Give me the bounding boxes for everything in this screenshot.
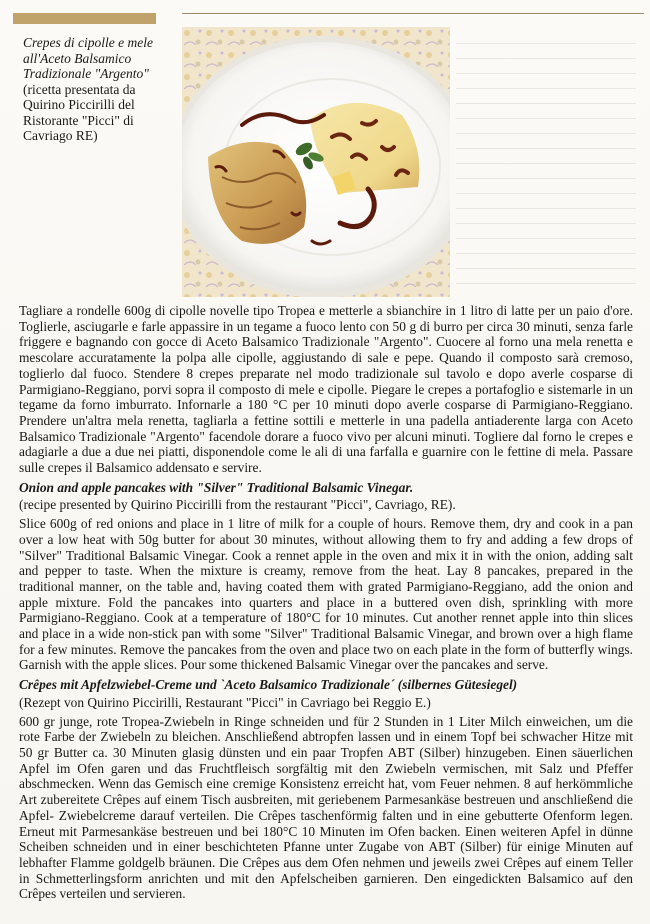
english-attribution: (recipe presented by Quirino Piccirilli from the restaurant "Picci", Cavriago, RE). — [19, 497, 456, 513]
photo-caption — [23, 35, 175, 144]
crepes-dish-photo — [182, 27, 450, 297]
german-heading: Crêpes mit Apfelzwiebel-Creme und `Aceto Balsamico Tradizionale´ (silbernes Gütesiegel) — [19, 677, 518, 693]
header-color-band — [13, 13, 156, 24]
english-recipe: Slice 600g of red onions and place in 1 litre of milk for a couple of hours. Remove them, dry and cook in a pan over a low heat with 50g butter for about 30 minutes, without allowing them to fry and adding a few drops of "Silver" Traditional Balsamic Vinegar. Cook a rennet apple in the oven and mix it in with the onion, adding salt and pepper to taste. When the mixture is creamy, remove from the heat. Lay 8 pancakes, prepared in the traditional manner, on the table and, having coated them with grated Parmigiano-Reggiano, add the onion and apple mixture. Fold the pancakes into quarters and place in a buttered oven dish, sprinkling with more Parmigiano-Reggiano. Cook at a temperature of 180°C for 10 minutes. Cut another rennet apple into thin slices and place in a wide non-stick pan with some "Silver" Traditional Balsamic Vinegar, and brown over a high flame for a few minutes. Remove the pancakes from the oven and place two on each plate in the form of butterfly wings. Garnish with the apple slices. Pour some thickened Balsamic Vinegar over the pancakes and serve. — [19, 516, 633, 673]
caption-title: Crepes di cipolle e mele all'Aceto Balsamico Tradizionale "Argento" — [23, 35, 153, 81]
caption-note: (ricetta presentata da Quirino Piccirilli del Ristorante "Picci" di Cavriago RE) — [23, 81, 136, 143]
italian-recipe: Tagliare a rondelle 600g di cipolle novelle tipo Tropea e metterle a sbianchire in 1 litro di latte per un paio d'ore. Toglierle, asciugarle e farle appassire in un tegame a fuoco lento con 50 g di burro per circa 30 minuti, senza farle friggere e bagnando con gocce di Aceto Balsamico Tradizionale "Argento". Cuocere al forno una mela renetta e mescolare accuratamente la polpa alle cipolle, aggiustando di sale e pepe. Quando il composto sarà cremoso, toglierlo dal fuoco. Stendere 8 crepes preparate nel modo tradizionale sul tavolo e dopo averle cosparse di Parmigiano-Reggiano, porvi sopra il composto di mele e cipolle. Piegare le crepes a portafoglio e sistemarle in un tegame da forno imburrato. Infornarle a 180 °C per 10 minuti dopo averle cosparse di Parmigiano-Reggiano. Prendere un'altra mela renetta, tagliarla a fettine sottili e metterle in una padella antiaderente larga con Aceto Balsamico Tradizionale "Argento" facendole dorare a fuoco vivo per alcuni minuti. Togliere dal forno le crepes e adagiarle a due a due nei piatti, disponendole come le ali di una farfalla e guarnire con le fettine di mela. Passare sulle crepes il Balsamico addensato e servire. — [19, 303, 633, 476]
german-attribution: (Rezept von Quirino Piccirilli, Restaurant "Picci" in Cavriago bei Reggio E.) — [19, 694, 431, 710]
recipe-text — [19, 303, 633, 902]
german-recipe: 600 gr junge, rote Tropea-Zwiebeln in Ringe schneiden und für 2 Stunden in 1 Liter Milch einweichen, um die rote Farbe der Zwiebeln zu bleichen. Anschließend abtropfen lassen und in einem Topf bei schwacher Hitze mit 50 gr Butter ca. 30 Minuten glasig dünsten und ein paar Tropfen ABT (Silber) hinzugeben. Einen säuerlichen Apfel im Ofen garen und das Fruchtfleisch sorgfältig mit den Zwiebeln vermischen, mit Salz und Pfeffer abschmecken. Wenn das Gemisch eine cremige Konsistenz erreicht hat, vom Feuer nehmen. 8 auf herkömmliche Art zubereitete Crêpes auf einem Tisch ausbreiten, mit geriebenem Parmesankäse bestreuen und anschließend die Apfel- Zwiebelcreme darauf verteilen. Die Crêpes taschenförmig falten und in eine gebutterte Ofenform legen. Erneut mit Parmesankäse bestreuen und bei 180°C 10 Minuten im Ofen backen. Einen weiteren Apfel in dünne Scheiben schneiden und in einer beschichteten Pfanne unter Zugabe von ABT (Silber) für einige Minuten auf lebhafter Flamme goldgelb bräunen. Die Crêpes aus dem Ofen nehmen und jeweils zwei Crêpes auf einem Teller in Schmetterlingsform anrichten und mit den Apfelscheiben garnieren. Den eingedickten Balsamico auf den Crêpes verteilen und servieren. — [19, 713, 633, 902]
header-rule — [182, 13, 644, 14]
english-heading: Onion and apple pancakes with "Silver" Traditional Balsamic Vinegar. — [19, 479, 414, 495]
bleed-through-text — [456, 34, 636, 284]
